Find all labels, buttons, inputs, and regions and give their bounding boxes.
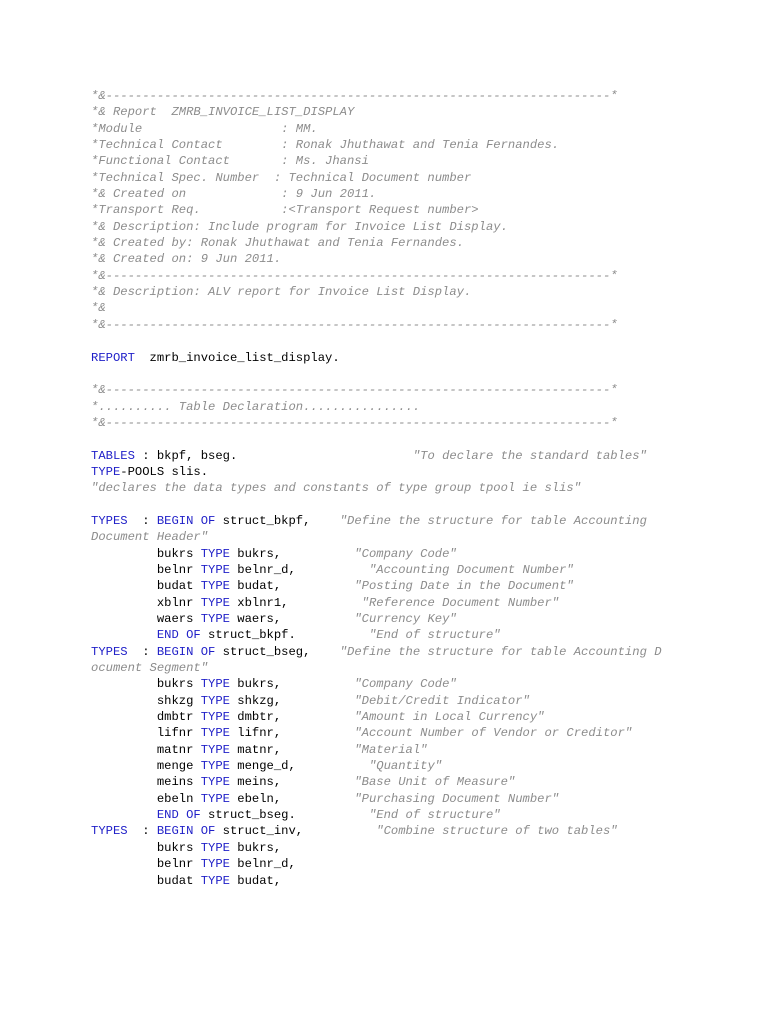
- code-line: [91, 333, 662, 349]
- code-line: [91, 693, 662, 709]
- code-text: xblnr: [91, 595, 201, 610]
- keyword-text: TYPE: [200, 579, 230, 594]
- code-line: [91, 840, 662, 856]
- comment-text: "Currency Key": [354, 612, 457, 626]
- code-text: lifnr,: [229, 726, 355, 741]
- code-line: [91, 546, 662, 562]
- code-text: meins,: [229, 775, 355, 790]
- code-text: :: [127, 644, 157, 659]
- code-text: shkzg: [91, 693, 201, 708]
- code-line: [91, 873, 662, 889]
- comment-text: "Accounting Document Number": [368, 562, 574, 577]
- keyword-text: TYPE: [200, 791, 230, 806]
- code-line: [91, 104, 662, 120]
- code-text: :: [127, 824, 157, 839]
- comment-text: "Define the structure for table Accounting D: [339, 644, 662, 659]
- code-line: [91, 791, 662, 807]
- code-text: waers,: [229, 612, 355, 626]
- keyword-text: TYPE: [200, 677, 230, 692]
- code-line: [91, 660, 662, 676]
- keyword-text: TYPE: [200, 710, 230, 725]
- code-line: [91, 676, 662, 692]
- code-text: [91, 808, 157, 822]
- code-line: [91, 300, 662, 316]
- code-text: -POOLS slis.: [120, 464, 209, 479]
- code-text: zmrb_invoice_list_display.: [134, 350, 340, 365]
- comment-text: "End of structure": [368, 808, 501, 823]
- code-text: struct_bkpf.: [200, 628, 369, 643]
- comment-text: *&---------------------------------------------------------------------*: [91, 317, 618, 332]
- comment-text: *& Created on : 9 Jun 2011.: [91, 187, 377, 202]
- code-line: [91, 464, 662, 480]
- comment-text: "Amount in Local Currency": [354, 710, 545, 725]
- comment-text: "Quantity": [368, 759, 443, 774]
- keyword-text: BEGIN OF: [156, 824, 216, 839]
- comment-text: *& Description: ALV report for Invoice List Display.: [91, 285, 472, 300]
- code-line: [91, 235, 662, 251]
- keyword-text: END OF: [156, 628, 201, 643]
- code-text: bukrs: [91, 546, 201, 561]
- comment-text: "Debit/Credit Indicator": [354, 693, 530, 708]
- code-text: struct_bkpf,: [215, 513, 340, 528]
- code-text: :: [127, 513, 157, 528]
- keyword-text: REPORT: [91, 350, 135, 365]
- keyword-text: TYPE: [200, 873, 230, 888]
- comment-text: *&---------------------------------------------------------------------*: [91, 415, 618, 430]
- comment-text: *&---------------------------------------------------------------------*: [91, 268, 618, 283]
- code-line: [91, 186, 662, 202]
- keyword-text: TYPE: [200, 726, 230, 741]
- code-line: [91, 807, 662, 823]
- code-text: meins: [91, 775, 201, 790]
- code-text: struct_bseg,: [215, 644, 340, 659]
- comment-text: "Company Code": [354, 546, 457, 561]
- code-line: [91, 513, 662, 529]
- code-line: [91, 480, 662, 496]
- comment-text: "Define the structure for table Accounting: [339, 513, 647, 528]
- code-line: [91, 725, 662, 741]
- code-text: bukrs: [91, 840, 201, 855]
- code-text: struct_bseg.: [200, 808, 369, 823]
- comment-text: *Module : MM.: [91, 121, 318, 136]
- code-text: budat: [91, 579, 201, 594]
- keyword-text: TYPE: [200, 546, 230, 561]
- abap-source-listing: [91, 88, 662, 889]
- code-text: bukrs: [91, 677, 201, 692]
- code-text: budat: [91, 873, 201, 888]
- code-line: [91, 219, 662, 235]
- code-line: [91, 170, 662, 186]
- code-text: dmbtr,: [229, 710, 355, 725]
- code-line: [91, 268, 662, 284]
- code-text: budat,: [229, 579, 355, 594]
- code-line: [91, 497, 662, 513]
- keyword-text: TYPE: [200, 612, 230, 626]
- keyword-text: TYPES: [91, 824, 128, 839]
- comment-text: "End of structure": [368, 628, 501, 643]
- keyword-text: BEGIN OF: [156, 513, 216, 528]
- code-text: dmbtr: [91, 710, 201, 725]
- code-line: [91, 627, 662, 643]
- comment-text: *Technical Spec. Number : Technical Document number: [91, 170, 472, 185]
- code-line: [91, 137, 662, 153]
- comment-text: *Technical Contact : Ronak Jhuthawat and Tenia Fernandes.: [91, 138, 560, 153]
- code-text: : bkpf, bseg.: [134, 448, 413, 463]
- code-line: [91, 644, 662, 660]
- comment-text: "Account Number of Vendor or Creditor": [354, 726, 633, 741]
- keyword-text: END OF: [156, 808, 201, 823]
- code-line: [91, 529, 662, 545]
- comment-text: "Base Unit of Measure": [354, 775, 516, 790]
- code-line: [91, 774, 662, 790]
- code-text: bukrs,: [229, 546, 355, 561]
- code-line: [91, 317, 662, 333]
- comment-text: "Reference Document Number": [361, 595, 560, 610]
- code-text: belnr: [91, 562, 201, 577]
- code-text: belnr: [91, 857, 201, 872]
- code-line: [91, 578, 662, 594]
- code-text: [91, 628, 157, 642]
- keyword-text: TYPE: [200, 742, 230, 757]
- keyword-text: TYPES: [91, 644, 128, 659]
- code-text: matnr: [91, 742, 201, 757]
- code-line: [91, 366, 662, 382]
- code-line: [91, 562, 662, 578]
- comment-text: *&---------------------------------------------------------------------*: [91, 383, 618, 398]
- code-line: [91, 431, 662, 447]
- code-text: lifnr: [91, 726, 201, 741]
- keyword-text: TYPE: [200, 857, 230, 872]
- keyword-text: TYPE: [200, 562, 230, 577]
- code-text: menge_d,: [229, 759, 369, 774]
- code-text: ebeln: [91, 791, 201, 806]
- code-line: [91, 709, 662, 725]
- code-text: belnr_d,: [229, 857, 296, 872]
- code-line: [91, 153, 662, 169]
- comment-text: *& Description: Include program for Invoice List Display.: [91, 219, 508, 234]
- code-line: [91, 88, 662, 104]
- comment-text: *&: [91, 301, 106, 316]
- code-text: matnr,: [229, 742, 355, 757]
- code-line: [91, 121, 662, 137]
- keyword-text: TABLES: [91, 448, 135, 463]
- code-text: shkzg,: [229, 693, 355, 708]
- comment-text: "declares the data types and constants of type group tpool ie slis": [91, 481, 582, 496]
- code-line: [91, 856, 662, 872]
- comment-text: *& Created by: Ronak Jhuthawat and Tenia Fernandes.: [91, 236, 464, 251]
- comment-text: Document Header": [91, 530, 209, 545]
- code-line: [91, 823, 662, 839]
- code-line: [91, 251, 662, 267]
- code-line: [91, 415, 662, 431]
- comment-text: "Material": [354, 742, 428, 757]
- code-text: budat,: [229, 873, 282, 888]
- keyword-text: TYPE: [200, 775, 230, 790]
- code-line: [91, 448, 662, 464]
- keyword-text: BEGIN OF: [156, 644, 216, 659]
- comment-text: "Posting Date in the Document": [354, 579, 574, 594]
- comment-text: *Functional Contact : Ms. Jhansi: [91, 154, 369, 169]
- comment-text: "To declare the standard tables": [412, 448, 647, 463]
- keyword-text: TYPE: [200, 840, 230, 855]
- code-line: [91, 284, 662, 300]
- comment-text: *&---------------------------------------------------------------------*: [91, 89, 618, 103]
- code-line: [91, 595, 662, 611]
- code-line: [91, 758, 662, 774]
- comment-text: ocument Segment": [91, 661, 209, 676]
- code-line: [91, 202, 662, 218]
- comment-text: *& Created on: 9 Jun 2011.: [91, 252, 282, 267]
- code-line: [91, 742, 662, 758]
- code-text: struct_inv,: [215, 824, 377, 839]
- comment-text: *Transport Req. :<Transport Request number>: [91, 203, 479, 218]
- code-text: waers: [91, 612, 201, 626]
- code-text: ebeln,: [229, 791, 355, 806]
- comment-text: *.......... Table Declaration................: [91, 399, 421, 414]
- code-line: [91, 382, 662, 398]
- code-text: belnr_d,: [229, 562, 369, 577]
- code-text: bukrs,: [229, 677, 355, 692]
- comment-text: *& Report ZMRB_INVOICE_LIST_DISPLAY: [91, 105, 355, 120]
- code-text: menge: [91, 759, 201, 774]
- code-line: [91, 399, 662, 415]
- comment-text: "Company Code": [354, 677, 457, 692]
- code-line: [91, 350, 662, 366]
- comment-text: "Purchasing Document Number": [354, 791, 560, 806]
- keyword-text: TYPE: [91, 464, 121, 479]
- keyword-text: TYPE: [200, 759, 230, 774]
- keyword-text: TYPE: [200, 693, 230, 708]
- code-text: bukrs,: [229, 840, 282, 855]
- comment-text: "Combine structure of two tables": [376, 824, 618, 839]
- keyword-text: TYPES: [91, 513, 128, 528]
- code-line: [91, 611, 662, 627]
- code-text: xblnr1,: [229, 595, 362, 610]
- keyword-text: TYPE: [200, 595, 230, 610]
